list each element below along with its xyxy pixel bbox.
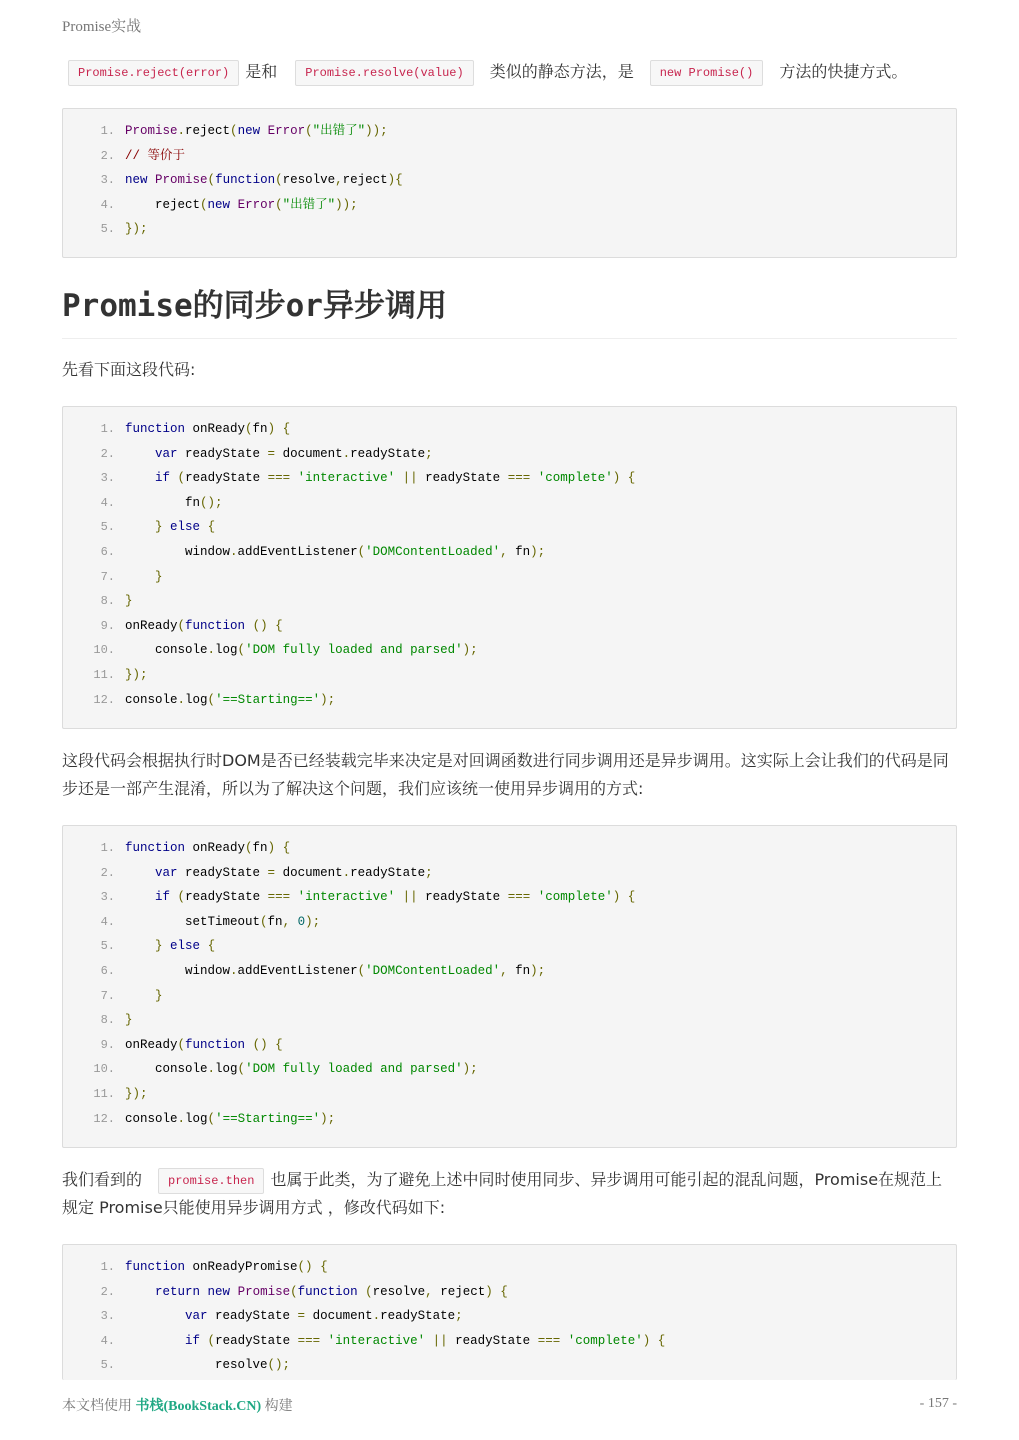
code-text: }	[125, 594, 133, 609]
line-number: 4.	[100, 197, 115, 212]
line-number: 5.	[100, 222, 115, 237]
paragraph-text: 也属于此类，为了避免上述中同时使用同步、异步调用可能引起的混乱问题，Promise在规范上规定 Promise只能使用异步调用方式 ，修改代码如下:	[62, 1170, 943, 1217]
section-title: Promise的同步or异步调用	[62, 284, 957, 339]
footer-brand-link[interactable]: 书栈(BookStack.CN)	[135, 1399, 262, 1414]
intro-paragraph	[62, 58, 958, 86]
code-text: });	[125, 1087, 148, 1101]
line-number: 6.	[100, 545, 115, 559]
code-text: if (readyState === 'interactive' || readyState === 'complete') {	[155, 890, 636, 905]
line-number: 1.	[100, 422, 115, 436]
code-line	[63, 836, 290, 861]
line-number: 2.	[100, 148, 115, 163]
line-number: 4.	[100, 914, 115, 929]
line-number: 2.	[100, 446, 115, 461]
code-text: function onReadyPromise() {	[125, 1260, 328, 1274]
line-number: 2.	[100, 1284, 115, 1299]
paragraph-text: 我们看到的	[62, 1170, 143, 1189]
line-number: 5.	[100, 939, 115, 954]
code-text: }	[155, 988, 163, 1003]
code-text: window.addEventListener('DOMContentLoaded', fn);	[125, 545, 546, 559]
line-number: 3.	[100, 471, 115, 486]
line-number: 8.	[100, 1013, 115, 1028]
code-line	[63, 565, 163, 590]
code-line	[63, 540, 545, 565]
page-footer	[62, 1395, 293, 1415]
code-line	[63, 1008, 133, 1033]
paragraph-text: 方法的快捷方式。	[779, 62, 908, 81]
code-text: }	[155, 569, 163, 584]
line-number: 11.	[93, 1087, 115, 1101]
code-text: console.log('DOM fully loaded and parsed');	[125, 1062, 478, 1077]
code-text: window.addEventListener('DOMContentLoaded', fn);	[125, 964, 546, 978]
code-line	[63, 984, 163, 1009]
line-number: 4.	[100, 1333, 115, 1348]
code-text: return new Promise(function (resolve, reject) {	[155, 1284, 508, 1299]
code-text: fn();	[125, 495, 223, 510]
code-line	[63, 589, 133, 614]
code-line	[63, 515, 215, 540]
code-line	[63, 638, 478, 663]
code-line	[63, 1353, 290, 1378]
then-paragraph	[62, 1166, 958, 1222]
footer-prefix: 本文档使用	[62, 1399, 132, 1414]
code-block	[62, 406, 957, 729]
code-line	[63, 861, 433, 886]
line-number: 11.	[93, 668, 115, 682]
code-text: var readyState = document.readyState;	[155, 446, 433, 461]
line-number: 3.	[100, 890, 115, 905]
line-number: 8.	[100, 594, 115, 609]
code-line	[63, 934, 215, 959]
code-text: resolve();	[125, 1358, 291, 1373]
paragraph-text: 这段代码会根据执行时DOM是否已经装载完毕来决定是对回调函数进行同步调用还是异步调用。这实际上会让我们的代码是同步还是一部产生混淆，所以为了解决这个问题，我们应该统一使用异步调用的方式:	[62, 751, 949, 798]
code-text: console.log('==Starting==');	[125, 692, 336, 707]
paragraph-text: 先看下面这段代码:	[62, 360, 196, 379]
line-number: 3.	[100, 1309, 115, 1324]
code-line	[63, 1033, 283, 1058]
code-line	[63, 144, 185, 169]
code-line	[63, 614, 283, 639]
code-line	[63, 1057, 478, 1082]
inline-code: new Promise()	[650, 60, 764, 86]
code-line	[63, 1304, 463, 1329]
line-number: 7.	[100, 988, 115, 1003]
code-text: }	[125, 1013, 133, 1028]
code-text: Promise.reject(new Error("出错了"));	[125, 124, 388, 138]
line-number: 5.	[100, 1358, 115, 1373]
line-number: 12.	[93, 1111, 115, 1126]
footer-suffix: 构建	[264, 1399, 293, 1414]
line-number: 1.	[100, 1260, 115, 1274]
code-text: var readyState = document.readyState;	[185, 1309, 463, 1324]
page-number: - 157 -	[919, 1396, 957, 1411]
code-line	[63, 1082, 148, 1107]
code-text: });	[125, 222, 148, 237]
code-line	[63, 119, 388, 144]
code-text: } else {	[155, 939, 216, 954]
line-number: 9.	[100, 1037, 115, 1052]
code-line	[63, 688, 335, 713]
inline-code: Promise.resolve(value)	[295, 60, 473, 86]
code-text: } else {	[155, 520, 216, 535]
code-line	[63, 168, 403, 193]
paragraph-text: 是和	[245, 62, 278, 81]
code-text: if (readyState === 'interactive' || readyState === 'complete') {	[185, 1333, 666, 1348]
code-text: new Promise(function(resolve,reject){	[125, 173, 403, 188]
line-number: 10.	[93, 1062, 115, 1077]
inline-code: promise.then	[158, 1168, 264, 1194]
running-header: Promise实战	[62, 19, 142, 35]
code-text: console.log('==Starting==');	[125, 1111, 336, 1126]
code-text: onReady(function () {	[125, 1037, 283, 1052]
code-text: console.log('DOM fully loaded and parsed');	[125, 643, 478, 658]
line-number: 5.	[100, 520, 115, 535]
line-number: 1.	[100, 124, 115, 138]
code-line	[63, 1280, 508, 1305]
code-line	[63, 885, 635, 910]
code-text: reject(new Error("出错了"));	[125, 197, 358, 212]
code-text: onReady(function () {	[125, 618, 283, 633]
code-block	[62, 108, 957, 258]
code-text: function onReady(fn) {	[125, 841, 291, 855]
code-line	[63, 959, 545, 984]
line-number: 3.	[100, 173, 115, 188]
line-number: 6.	[100, 964, 115, 978]
line-number: 4.	[100, 495, 115, 510]
line-number: 10.	[93, 643, 115, 658]
code-line	[63, 491, 223, 516]
code-text: function onReady(fn) {	[125, 422, 291, 436]
line-number: 9.	[100, 618, 115, 633]
line-number: 2.	[100, 865, 115, 880]
code-line	[63, 442, 433, 467]
code-line	[63, 1255, 328, 1280]
code-line	[63, 417, 290, 442]
inline-code: Promise.reject(error)	[68, 60, 239, 86]
code-line	[63, 1107, 335, 1132]
code-text: // 等价于	[125, 148, 186, 163]
line-number: 7.	[100, 569, 115, 584]
code-line	[63, 466, 635, 491]
code-text: if (readyState === 'interactive' || readyState === 'complete') {	[155, 471, 636, 486]
line-number: 12.	[93, 692, 115, 707]
paragraph-text: 类似的静态方法，是	[489, 62, 634, 81]
code-block	[62, 1244, 957, 1380]
code-line	[63, 663, 148, 688]
code-line	[63, 217, 148, 242]
code-block	[62, 825, 957, 1148]
code-text: });	[125, 668, 148, 682]
code-line	[63, 910, 320, 935]
code-text: setTimeout(fn, 0);	[125, 914, 321, 929]
code-text: var readyState = document.readyState;	[155, 865, 433, 880]
line-number: 1.	[100, 841, 115, 855]
code-line	[63, 1329, 665, 1354]
code-line	[63, 193, 358, 218]
